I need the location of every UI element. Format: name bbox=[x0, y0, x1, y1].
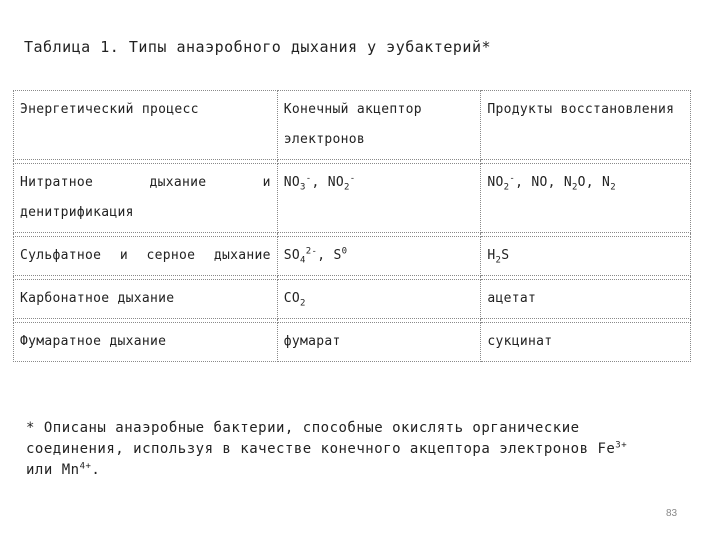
cell-acceptor: фумарат bbox=[277, 323, 481, 362]
cell-acceptor: $NO_3^-$, $NO_2^-$ bbox=[277, 164, 481, 233]
table-row bbox=[14, 280, 691, 319]
cell-acceptor: $CO_2$ bbox=[277, 280, 481, 319]
header-products: Продукты восстановления bbox=[481, 91, 691, 160]
cell-process: Сульфатное и серное дыхание bbox=[14, 237, 278, 276]
cell-process: Нитратное дыхание и денитрификация bbox=[14, 164, 278, 233]
cell-products: сукцинат bbox=[481, 323, 691, 362]
respiration-table bbox=[13, 90, 691, 362]
footnote: * Описаны анаэробные бактерии, способные окислять органические соединения, используя в качестве конечного акцептора электронов $Fe^{3+}$ или $Mn^{4+}$. bbox=[26, 420, 628, 478]
table-row bbox=[14, 323, 691, 362]
cell-products: ацетат bbox=[481, 280, 691, 319]
cell-process: Карбонатное дыхание bbox=[14, 280, 278, 319]
table-header-row bbox=[14, 91, 691, 160]
cell-process: Фумаратное дыхание bbox=[14, 323, 278, 362]
header-acceptor: Конечный акцептор электронов bbox=[277, 91, 481, 160]
table-row bbox=[14, 164, 691, 233]
cell-products: $H_2S$ bbox=[481, 237, 691, 276]
cell-products: $NO_2^-$, NO, $N_2O$, $N_2$ bbox=[481, 164, 691, 233]
table-title: Таблица 1. Типы анаэробного дыхания у эубактерий* bbox=[24, 38, 492, 56]
table-row bbox=[14, 237, 691, 276]
cell-acceptor: $SO_4^{2-}$, $S^0$ bbox=[277, 237, 481, 276]
header-process: Энергетический процесс bbox=[14, 91, 278, 160]
page-number: 83 bbox=[666, 508, 678, 519]
